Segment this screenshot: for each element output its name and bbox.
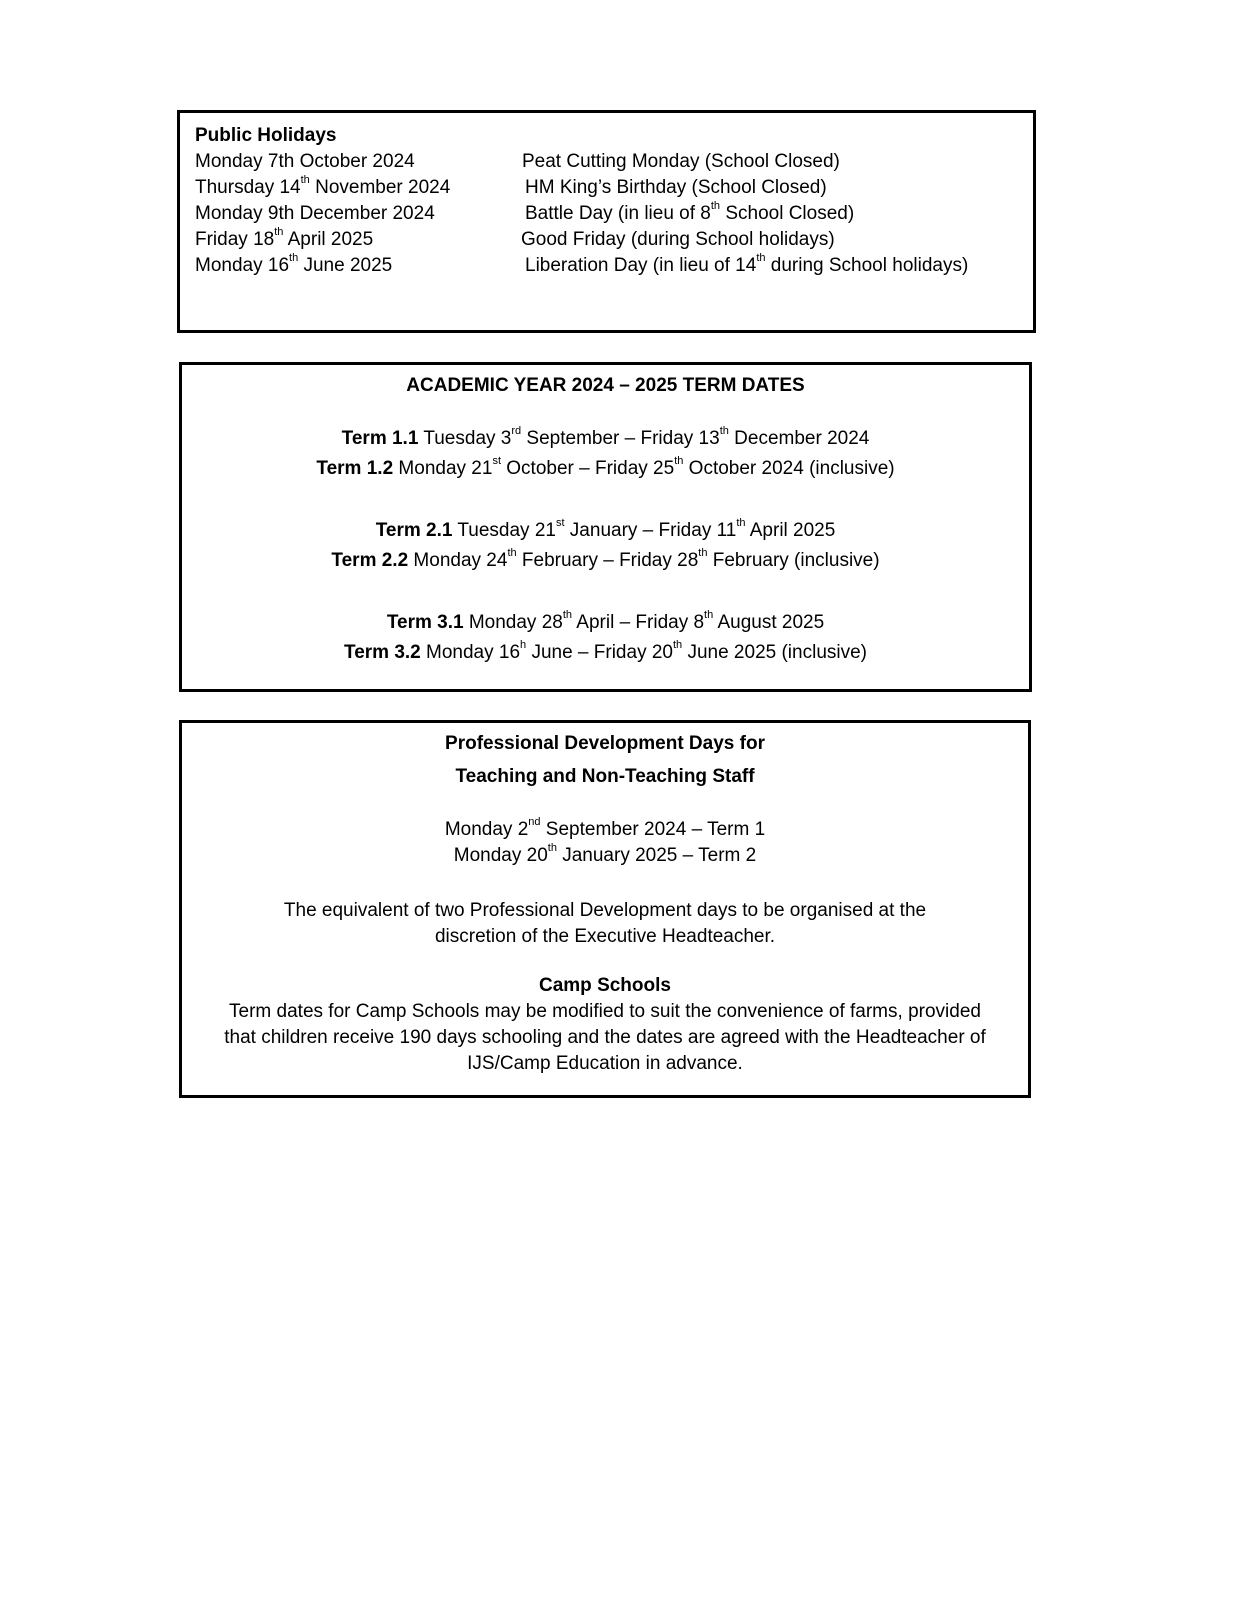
holiday-row (195, 174, 1015, 203)
term-dates-title: ACADEMIC YEAR 2024 – 2025 TERM DATES (406, 375, 805, 396)
holiday-date: Friday 18th April 2025 (195, 226, 374, 250)
holiday-row (195, 226, 1015, 255)
term-line: Term 2.1 Tuesday 21st January – Friday 11th April 2025 (375, 517, 836, 541)
term-line: Term 3.1 Monday 28th April – Friday 8th August 2025 (386, 609, 825, 633)
holiday-date: Thursday 14th November 2024 (195, 174, 451, 198)
public-holidays-title: Public Holidays (195, 125, 337, 146)
term-line: Term 2.2 Monday 24th February – Friday 28th February (inclusive) (331, 547, 880, 571)
pd-day: Monday 20th January 2025 – Term 2 (453, 842, 757, 866)
holiday-row (195, 151, 1015, 177)
holiday-description: Liberation Day (in lieu of 14th during School holidays) (525, 252, 969, 276)
holiday-date: Monday 16th June 2025 (195, 252, 393, 276)
holiday-row (195, 252, 1015, 281)
camp-schools-text: Term dates for Camp Schools may be modified to suit the convenience of farms, provided that children receive 190 days schooling and the dates are agreed with the Headteacher of IJS/Camp Education in advance. (224, 1001, 986, 1074)
camp-schools-title: Camp Schools (539, 975, 671, 996)
pd-day: Monday 2nd September 2024 – Term 1 (444, 816, 766, 840)
pd-title-line2: Teaching and Non-Teaching Staff (455, 766, 755, 787)
term-line: Term 1.2 Monday 21st October – Friday 25th October 2024 (inclusive) (316, 455, 895, 479)
professional-development-box (179, 720, 1031, 1098)
pd-equivalent-text: The equivalent of two Professional Development days to be organised at the discretion of the Executive Headteacher. (283, 900, 927, 947)
term-line: Term 1.1 Tuesday 3rd September – Friday 13th December 2024 (341, 425, 870, 449)
holiday-description: Peat Cutting Monday (School Closed) (522, 151, 840, 172)
holiday-description: Battle Day (in lieu of 8th School Closed) (525, 200, 855, 224)
pd-title-line1: Professional Development Days for (445, 733, 765, 754)
holiday-date: Monday 7th October 2024 (195, 151, 415, 172)
holiday-row (195, 200, 1015, 229)
term-dates-box (179, 362, 1032, 692)
holiday-description: HM King’s Birthday (School Closed) (525, 177, 827, 198)
holiday-date: Monday 9th December 2024 (195, 203, 435, 224)
public-holidays-box (177, 110, 1036, 333)
holiday-description: Good Friday (during School holidays) (521, 229, 835, 250)
term-line: Term 3.2 Monday 16$^h$ June – Friday 20th June 2025 (inclusive) (344, 639, 867, 663)
